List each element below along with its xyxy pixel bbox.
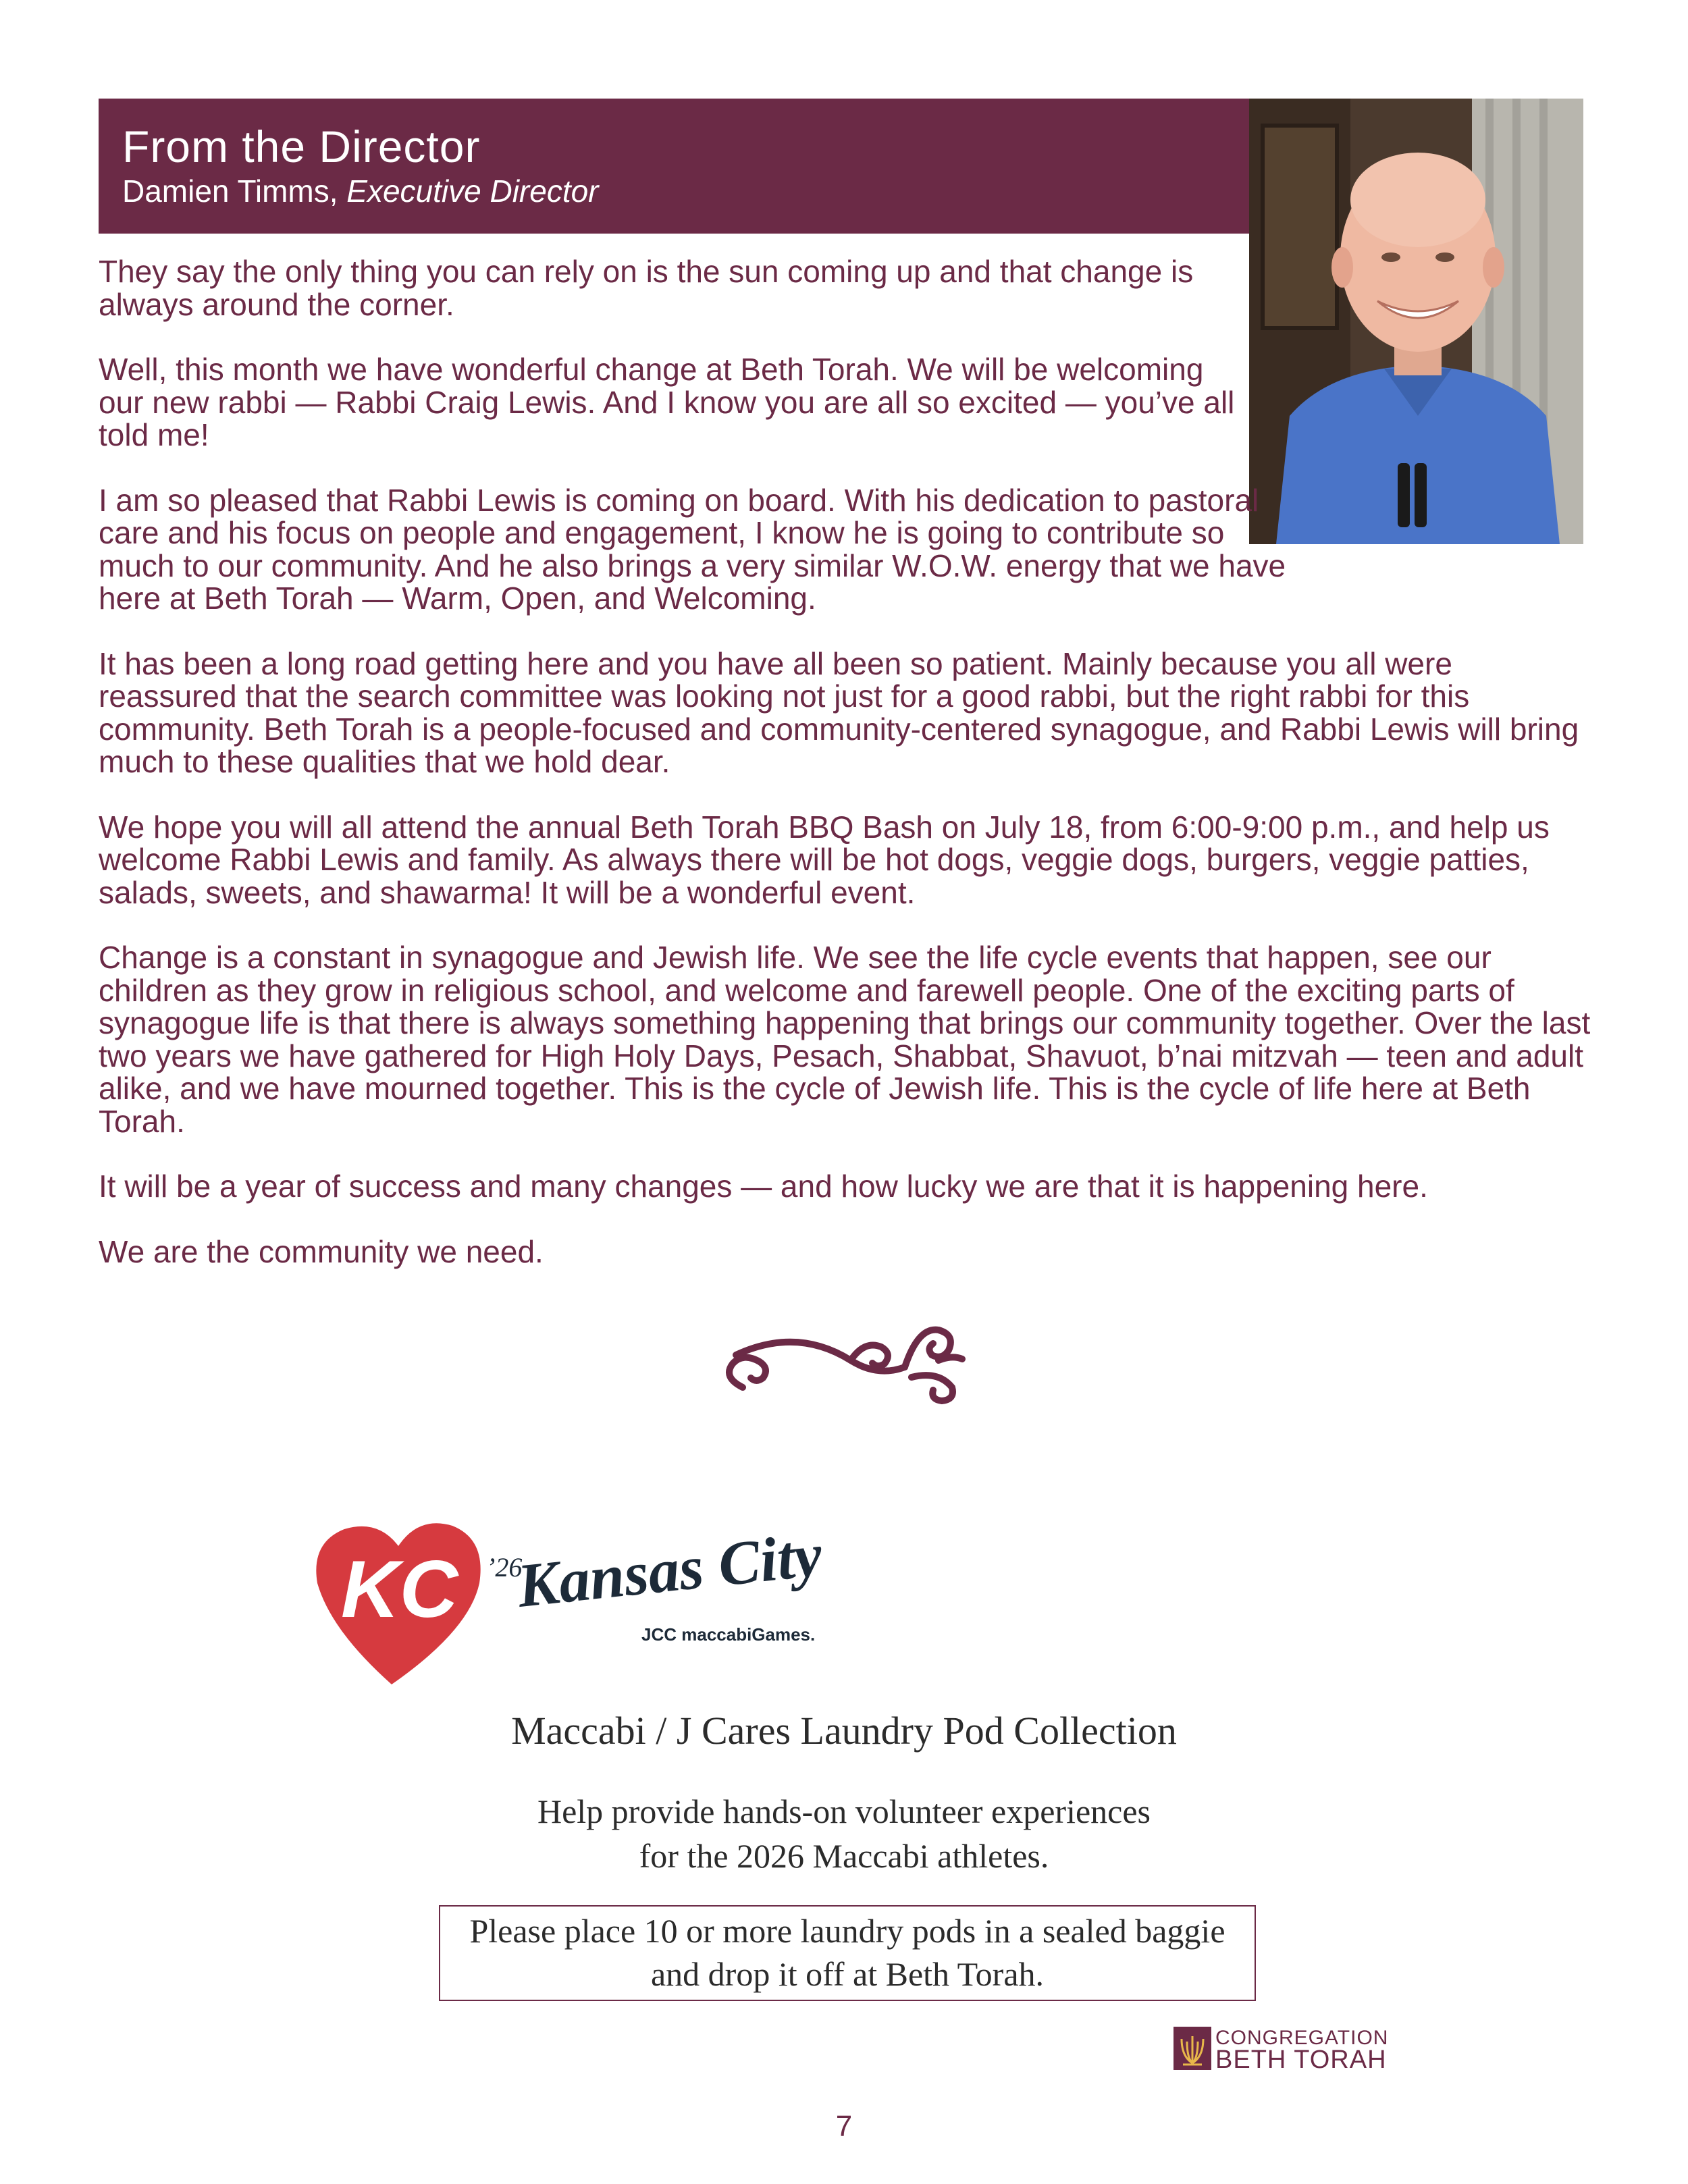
page-title: From the Director — [122, 122, 481, 171]
laundry-pod-title: Maccabi / J Cares Laundry Pod Collection — [511, 1709, 1177, 1753]
letter-paragraph: We are the community we need. — [99, 1233, 544, 1269]
letter-paragraph: It has been a long road getting here and you have all been so patient. Mainly because you all were reassured that the search committee was looking not just for a good rabbi, but the right rabbi for this community. Beth Torah is a people-focused and community-centered synagogue, and Rabbi Lewis will bring much to these qualities that we hold dear. — [99, 645, 1579, 779]
laundry-pod-subtitle — [0, 1789, 1688, 1878]
subtitle-line: for the 2026 Maccabi athletes. — [639, 1837, 1049, 1875]
letter-paragraph: Change is a constant in synagogue and Jewish life. We see the life cycle events that happen, see our children as they grow in religious school, and welcome and farewell people. One of the exciting parts of synagogue life is that there is always something happening that brings our community together. Over the last two years we have gathered for High Holy Days, Pesach, Shabbat, Shavuot, b’nai mitzvah — teen and adult alike, and we have mourned together. This is the cycle of Jewish life. This is the cycle of life here at Beth Torah. — [99, 940, 1591, 1139]
letter-paragraph: They say the only thing you can rely on is the sun coming up and that change is always around the corner. — [99, 254, 1194, 322]
letter-paragraph: Well, this month we have wonderful change at Beth Torah. We will be welcoming our new rabbi — Rabbi Craig Lewis. And I know you are all so excited — you’ve all told me! — [99, 352, 1235, 452]
flourish-ornament-icon — [716, 1313, 966, 1408]
logo-kc-text: KC — [341, 1544, 458, 1634]
director-letter — [99, 255, 1591, 1300]
logo-line-congregation: CONGREGATION — [1215, 2027, 1389, 2049]
menorah-mark-icon — [1173, 2027, 1211, 2070]
author-name: Damien Timms, — [122, 174, 338, 209]
maccabi-kc-logo — [311, 1489, 837, 1691]
subtitle-line: Help provide hands-on volunteer experiences — [537, 1792, 1151, 1830]
logo-line-beth-torah: BETH TORAH — [1215, 2046, 1387, 2074]
dropoff-instructions-box — [439, 1905, 1256, 2001]
logo-org-text: JCC maccabiGames. — [641, 1624, 816, 1645]
letter-paragraph: We hope you will all attend the annual Beth Torah BBQ Bash on July 18, from 6:00-9:00 p.m., and help us welcome Rabbi Lewis and family. As always there will be hot dogs, veggie dogs, burgers, veggie patties, salads, sweets, and shawarma! It will be a wonderful event. — [99, 809, 1550, 910]
logo-year-text: ’26 — [486, 1552, 523, 1582]
logo-city-text: Kansas City — [514, 1520, 826, 1620]
page-number: 7 — [835, 2110, 853, 2143]
header-banner — [99, 99, 1249, 234]
author-role: Executive Director — [346, 174, 599, 209]
author-byline — [122, 176, 599, 207]
instructions-line: and drop it off at Beth Torah. — [650, 1955, 1045, 1993]
congregation-logo — [1173, 2025, 1390, 2073]
letter-paragraph: I am so pleased that Rabbi Lewis is coming on board. With his dedication to pastoral care and his focus on people and engagement, I know he is going to contribute so much to our community. And he also brings a very similar W.O.W. energy that we have here at Beth Torah — Warm, Open, and Welcoming. — [99, 482, 1286, 616]
letter-paragraph: It will be a year of success and many changes — and how lucky we are that it is happening here. — [99, 1169, 1428, 1204]
instructions-line: Please place 10 or more laundry pods in a sealed baggie — [469, 1912, 1225, 1950]
